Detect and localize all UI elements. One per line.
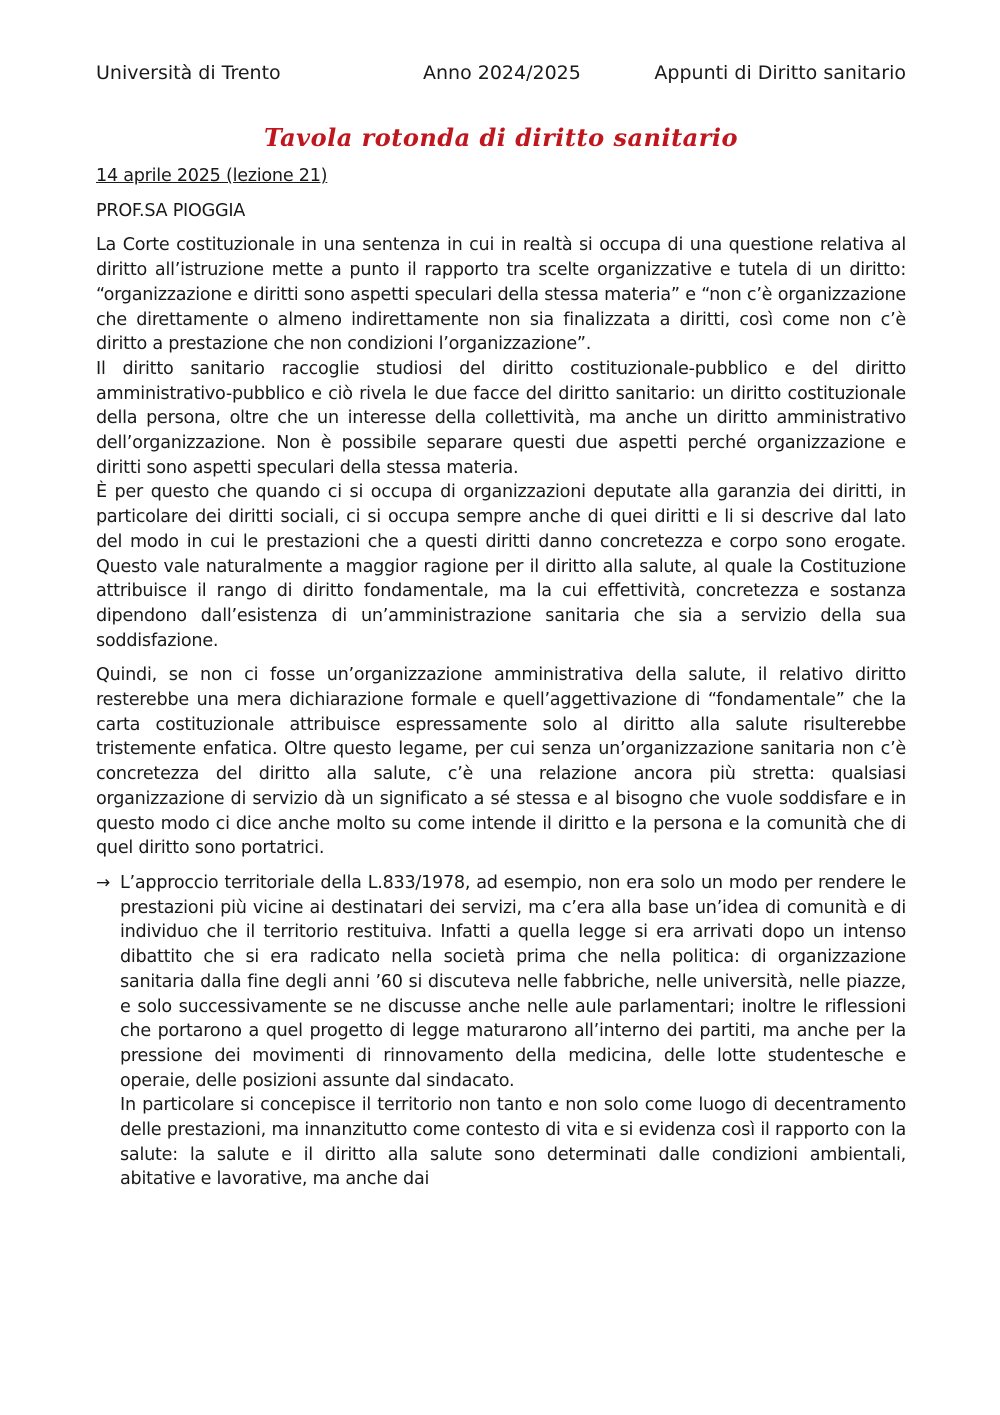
bullet-text-2: In particolare si concepisce il territorio non tanto e non solo come luogo di decentramento delle prestazioni, ma innanzitutto come contesto di vita e si evidenza così il rapporto con la salute: la salute e il diritto alla salute sono determinati dalle condizioni ambientali, abitative e lavorative, ma anche dai (120, 1095, 906, 1190)
bullet-text-1: L’approccio territoriale della L.833/1978, ad esempio, non era solo un modo per rendere le prestazioni più vicine ai destinatari dei servizi, ma c’era alla base un’idea di comunità e di individuo che il territorio restituiva. Infatti a quella legge si era arrivati dopo un intenso dibattito che si era radicato nella società prima che nella politica: di organizzazione sanitaria dalla fine degli anni ’60 si discuteva nelle fabbriche, nelle università, nelle piazze, e solo successivamente se ne discusse anche nelle aule parlamentari; inoltre le riflessioni che portarono a quel progetto di legge maturarono all’interno dei partiti, ma anche per la pressione dei movimenti di rinnovamento della medicina, delle lotte studentesche e operaie, delle posizioni assunte dal sindacato. (120, 872, 906, 1091)
paragraph-1: La Corte costituzionale in una sentenza in cui in realtà si occupa di una questione relativa al diritto all’istruzione mette a punto il rapporto tra scelte organizzative e tutela di un diritto: “organizzazione e diritti sono aspetti speculari della stessa materia” e “non c’è organizzazione che direttamente o almeno indirettamente non sia finalizzata a diritti, così come non c’è diritto a prestazione che non condizioni l’organizzazione”. (96, 235, 906, 355)
header-year: Anno 2024/2025 (423, 62, 581, 84)
header-university: Università di Trento (96, 62, 281, 84)
arrow-icon: → (96, 872, 110, 893)
header-course: Appunti di Diritto sanitario (654, 62, 906, 84)
paragraph-4: Quindi, se non ci fosse un’organizzazione amministrativa della salute, il relativo diritto resterebbe una mera dichiarazione formale e quell’aggettivazione di “fondamentale” che la carta costituzionale attribuisce espressamente solo al diritto alla salute risulterebbe tristemente enfatica. Oltre questo legame, per cui senza un’organizzazione sanitaria non c’è concretezza del diritto alla salute, c’è una relazione ancora più stretta: qualsiasi organizzazione di servizio dà un significato a sé stessa e al bisogno che vuole soddisfare e in questo modo ci dice anche molto su come intende il diritto e la persona e la comunità che di quel diritto sono portatrici. (96, 665, 906, 859)
document-body (96, 164, 906, 1192)
paragraph-3: È per questo che quando ci si occupa di organizzazioni deputate alla garanzia dei diritti, in particolare dei diritti sociali, ci si occupa sempre anche di quei diritti e li si descrive dal lato del modo in cui le prestazioni che a questi diritti danno concretezza e corpo sono erogate. Questo vale naturalmente a maggior ragione per il diritto alla salute, al quale la Costituzione attribuisce il rango di diritto fondamentale, ma la cui effettività, concretezza e sostanza dipendono dall’esistenza di un’amministrazione sanitaria che sia a servizio della sua soddisfazione. (96, 482, 906, 651)
page-title: Tavola rotonda di diritto sanitario (264, 123, 738, 152)
paragraph-2: Il diritto sanitario raccoglie studiosi del diritto costituzionale-pubblico e del diritto amministrativo-pubblico e ciò rivela le due facce del diritto sanitario: un diritto costituzionale della persona, oltre che un interesse della collettività, ma anche un diritto amministrativo dell’organizzazione. Non è possibile separare questi due aspetti perché organizzazione e diritti sono aspetti speculari della stessa materia. (96, 358, 906, 478)
lecture-date: 14 aprile 2025 (lezione 21) (96, 166, 328, 186)
bullet-item (96, 871, 906, 1192)
professor-name: PROF.SA PIOGGIA (96, 200, 246, 221)
